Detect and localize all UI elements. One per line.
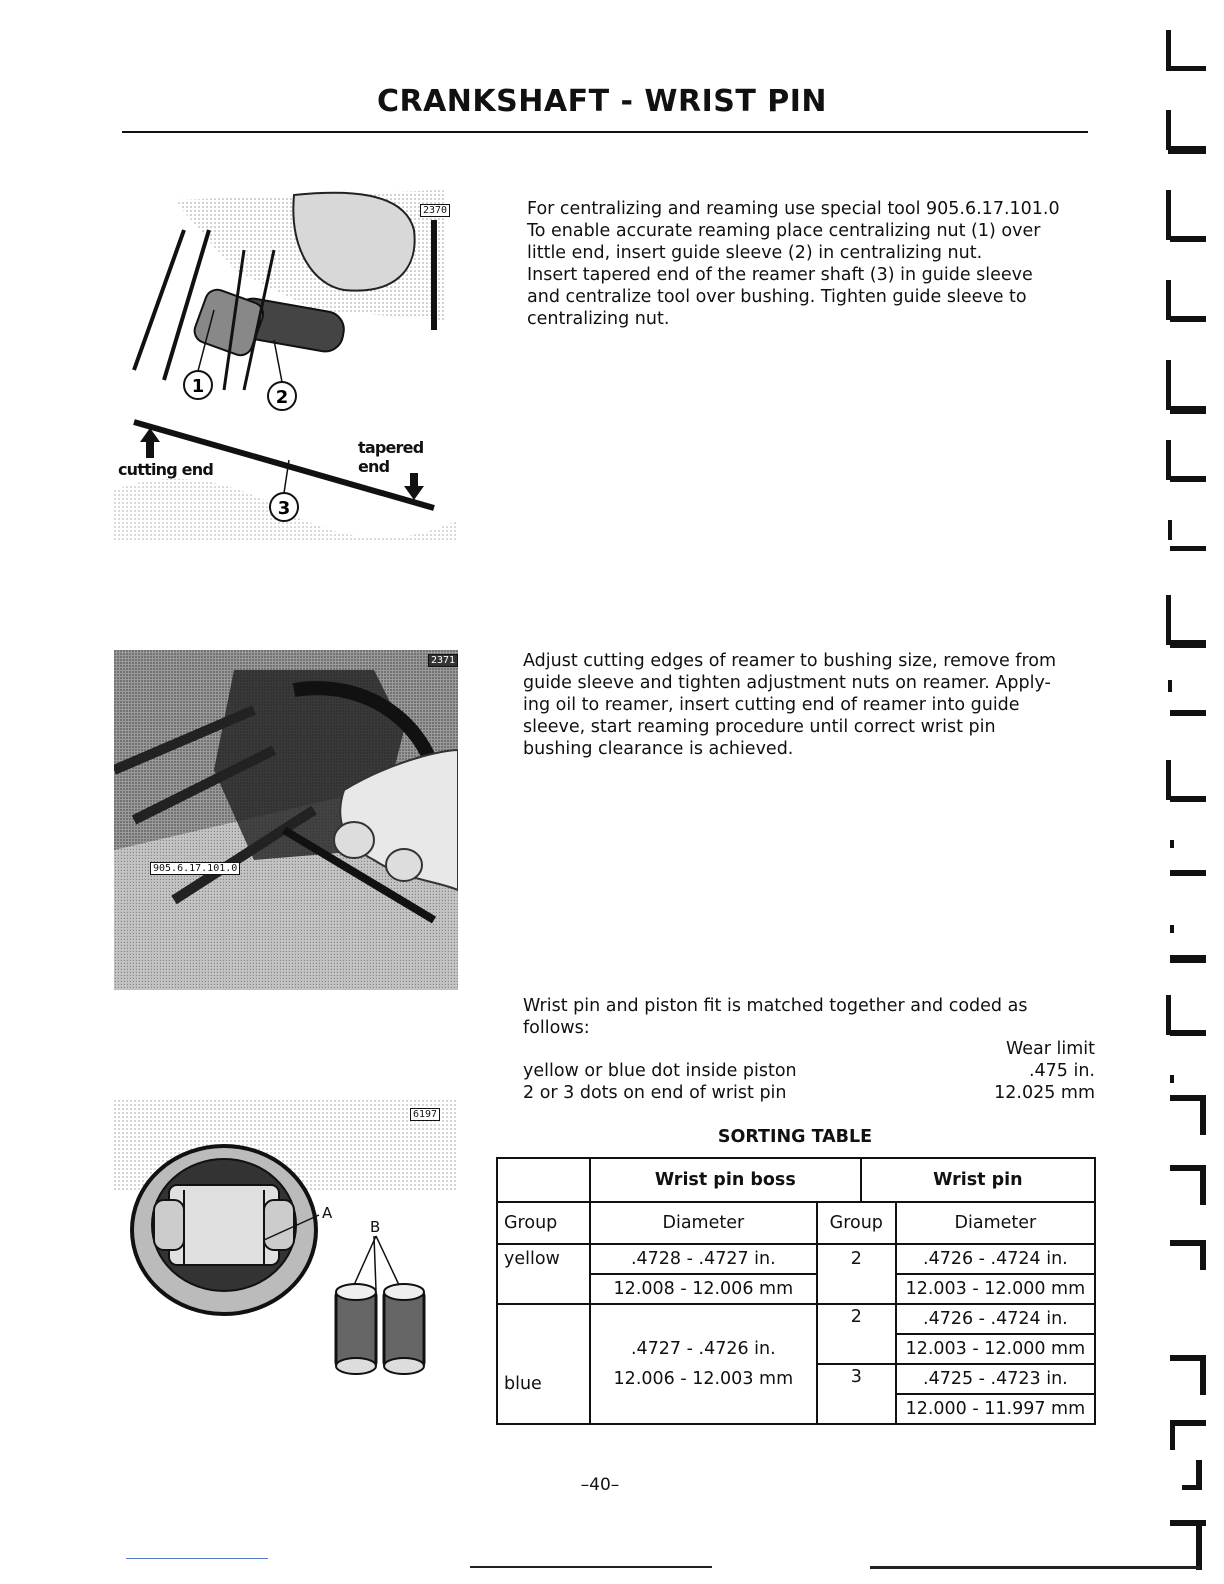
group-yellow: yellow — [497, 1244, 590, 1304]
reamer-tool-illustration — [114, 190, 458, 540]
header-wrist-pin-boss: Wrist pin boss — [590, 1158, 861, 1202]
text-line: To enable accurate reaming place centralizing nut (1) over — [527, 221, 1041, 241]
wear-limit-mm: 12.025 mm — [994, 1083, 1095, 1103]
group-blue: blue — [497, 1304, 590, 1424]
boss-yellow-mm: 12.008 - 12.006 mm — [590, 1274, 817, 1304]
text-line: Adjust cutting edges of reamer to bushing size, remove from — [523, 651, 1057, 671]
label-cutting-end: cutting end — [118, 460, 213, 479]
pin-group-blue-b: 3 — [817, 1364, 896, 1424]
instructions-matching — [523, 995, 1095, 1039]
header-wrist-pin: Wrist pin — [861, 1158, 1095, 1202]
piston-illustration — [114, 1100, 458, 1430]
page-number: –40– — [580, 1475, 620, 1495]
dot-code-piston: yellow or blue dot inside piston — [523, 1061, 797, 1081]
pin-blue-a-mm: 12.003 - 12.000 mm — [896, 1334, 1095, 1364]
boss-blue — [590, 1304, 817, 1424]
pin-yellow-mm: 12.003 - 12.000 mm — [896, 1274, 1095, 1304]
wear-limit-block — [523, 1038, 1095, 1104]
figure-code: 6197 — [410, 1108, 440, 1121]
text-line: centralizing nut. — [527, 309, 670, 329]
wear-limit-in: .475 in. — [1028, 1061, 1095, 1081]
col-group-pin: Group — [817, 1202, 896, 1244]
boss-blue-in: .4727 - .4726 in. — [630, 1339, 776, 1359]
label-b: B — [370, 1218, 381, 1236]
text-line: bushing clearance is achieved. — [523, 739, 794, 759]
col-diameter-pin: Diameter — [896, 1202, 1095, 1244]
figure-piston-pins — [114, 1100, 458, 1430]
figure-reaming-photo — [114, 650, 458, 990]
text-line: ing oil to reamer, insert cutting end of reamer into guide — [523, 695, 1020, 715]
reaming-photo-illustration — [114, 650, 458, 990]
dot-code-pin: 2 or 3 dots on end of wrist pin — [523, 1083, 787, 1103]
sorting-table-title: SORTING TABLE — [717, 1127, 873, 1147]
figure-reamer-tool — [114, 190, 458, 540]
text-line: follows: — [523, 1018, 590, 1038]
instructions-reaming — [523, 650, 1091, 760]
callout-3: 3 — [277, 498, 291, 519]
col-group: Group — [497, 1202, 590, 1244]
figure-code: 2371 — [428, 654, 458, 667]
col-diameter: Diameter — [590, 1202, 817, 1244]
pin-blue-b-mm: 12.000 - 11.997 mm — [896, 1394, 1095, 1424]
footer-line — [470, 1566, 712, 1568]
callout-1: 1 — [191, 376, 205, 397]
pin-group-blue-a: 2 — [817, 1304, 896, 1364]
footer-line — [126, 1558, 268, 1559]
page-title: CRANKSHAFT - WRIST PIN — [376, 84, 828, 119]
footer-line — [870, 1566, 1200, 1569]
text-line: little end, insert guide sleeve (2) in centralizing nut. — [527, 243, 983, 263]
wear-limit-label: Wear limit — [1005, 1039, 1095, 1059]
text-line: guide sleeve and tighten adjustment nuts on reamer. Apply- — [523, 673, 1051, 693]
pin-group-yellow: 2 — [817, 1244, 896, 1304]
instructions-centralizing — [527, 198, 1092, 330]
label-tapered-end: tapered end — [358, 438, 424, 476]
text-line: For centralizing and reaming use special tool 905.6.17.101.0 — [527, 199, 1060, 219]
sorting-table — [496, 1157, 1096, 1425]
title-divider — [122, 131, 1088, 133]
pin-blue-b-in: .4725 - .4723 in. — [896, 1364, 1095, 1394]
text-line: Wrist pin and piston fit is matched together and coded as — [523, 996, 1028, 1016]
callout-2: 2 — [275, 387, 289, 408]
figure-code: 2370 — [420, 204, 450, 217]
text-line: sleeve, start reaming procedure until correct wrist pin — [523, 717, 996, 737]
boss-blue-mm: 12.006 - 12.003 mm — [613, 1369, 794, 1389]
pin-blue-a-in: .4726 - .4724 in. — [896, 1304, 1095, 1334]
text-line: Insert tapered end of the reamer shaft (3) in guide sleeve — [527, 265, 1033, 285]
edge-tab-marks — [1156, 30, 1216, 1570]
text-line: and centralize tool over bushing. Tighten guide sleeve to — [527, 287, 1027, 307]
boss-yellow-in: .4728 - .4727 in. — [590, 1244, 817, 1274]
pin-yellow-in: .4726 - .4724 in. — [896, 1244, 1095, 1274]
label-a: A — [322, 1204, 333, 1222]
tool-number-label: 905.6.17.101.0 — [150, 862, 240, 875]
